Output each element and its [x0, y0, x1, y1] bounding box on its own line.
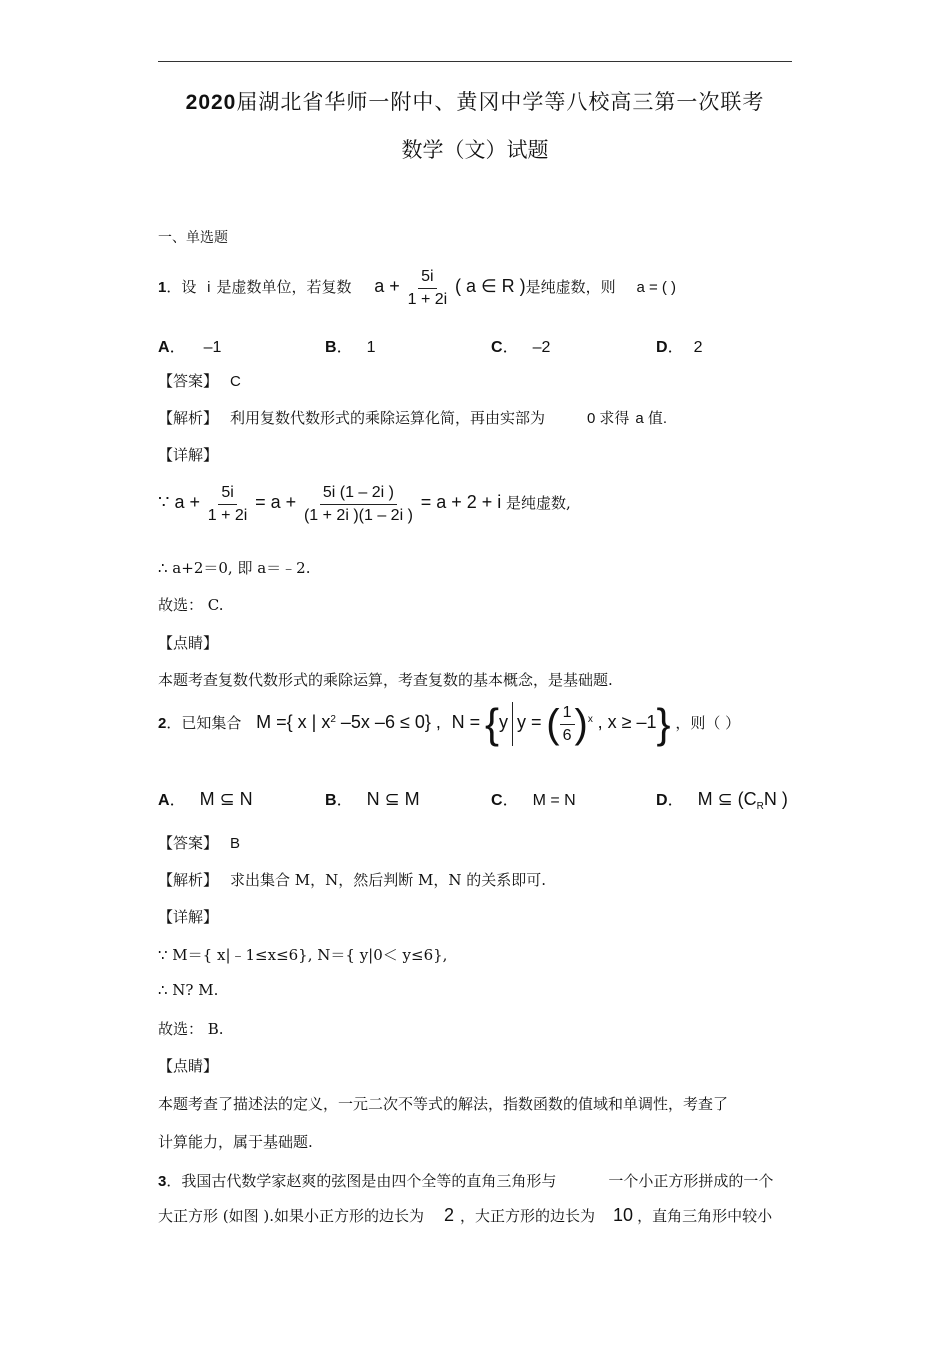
section-heading: 一、单选题 — [158, 230, 228, 246]
q2-answer: 【答案】 B — [158, 834, 241, 852]
q2-detail-line-2: ∴ N? M. — [158, 981, 219, 999]
question-2-stem: 2．已知集合 M ={ x | $x^2$ –5x –6 ≤ 0} , N = {y y = ( $\frac{1}{6}$ )$^x$ , x ≥ –1} ，则（ ） — [158, 700, 741, 747]
fraction: $\frac{5i}{1 + 2i}$ — [407, 268, 448, 308]
q2-option-c: C． M = N — [491, 792, 576, 809]
q1-option-d: D． 2 — [656, 339, 703, 356]
header-rule — [158, 61, 792, 62]
q1-option-c: C． –2 — [491, 339, 551, 356]
q1-option-a: A． –1 — [158, 339, 222, 356]
q1-conclusion: ∴ a+2＝0, 即 a＝﹣2. — [158, 559, 311, 577]
page-title: 2020届湖北省华师一附中、黄冈中学等八校高三第一次联考 — [185, 90, 765, 114]
q1-comment-tag: 【点睛】 — [158, 634, 219, 652]
q2-comment-line-1: 本题考查了描述法的定义，一元二次不等式的解法，指数函数的值域和单调性，考查了 — [158, 1095, 729, 1113]
q2-detail-tag: 【详解】 — [158, 908, 219, 926]
question-1-stem: 1．设 i 是虚数单位，若复数 a + $\frac{5i}{1 + 2i}$ ( a ∈ R )是纯虚数，则 a = ( ) — [158, 268, 677, 308]
q2-detail-line-1: ∵ M＝{ x|﹣1≤x≤6}, N＝{ y|0＜ y≤6}, — [158, 946, 448, 964]
q2-analysis: 【解析】 求出集合 M，N，然后判断 M，N 的关系即可. — [158, 871, 547, 889]
q1-choose: 故选： C. — [158, 596, 224, 614]
page-subtitle: 数学（文）试题 — [401, 138, 549, 162]
q2-choose: 故选： B. — [158, 1020, 224, 1038]
q2-option-d: D． M ⊆ ($C_RN$ ) — [656, 789, 788, 813]
q2-option-a: A． M ⊆ N — [158, 789, 253, 809]
q1-analysis: 【解析】 利用复数代数形式的乘除运算化简，再由实部为 0 求得 a 值. — [158, 409, 668, 427]
question-3-line-1: 3．我国古代数学家赵爽的弦图是由四个全等的直角三角形与 一个小正方形拼成的一个 — [158, 1172, 774, 1190]
q1-detail-tag: 【详解】 — [158, 446, 219, 464]
q1-comment: 本题考查复数代数形式的乘除运算，考查复数的基本概念，是基础题. — [158, 671, 613, 689]
q2-comment-line-2: 计算能力，属于基础题. — [158, 1133, 313, 1151]
q1-option-b: B． 1 — [325, 339, 376, 356]
q2-option-b: B． N ⊆ M — [325, 789, 420, 809]
q1-answer: 【答案】 C — [158, 372, 241, 390]
q2-comment-tag: 【点睛】 — [158, 1057, 219, 1075]
question-3-line-2: 大正方形 (如图 ).如果小正方形的边长为 2 ，大正方形的边长为 10 ，直角三角形中较小 — [158, 1205, 773, 1225]
q1-equation: ∵ a + $\frac{5i}{1 + 2i}$ = a + $\frac{5i (1 - 2i )}{(1 + 2i )(1 - 2i )}$ = a + 2 + i 是纯虚数, — [158, 484, 571, 524]
